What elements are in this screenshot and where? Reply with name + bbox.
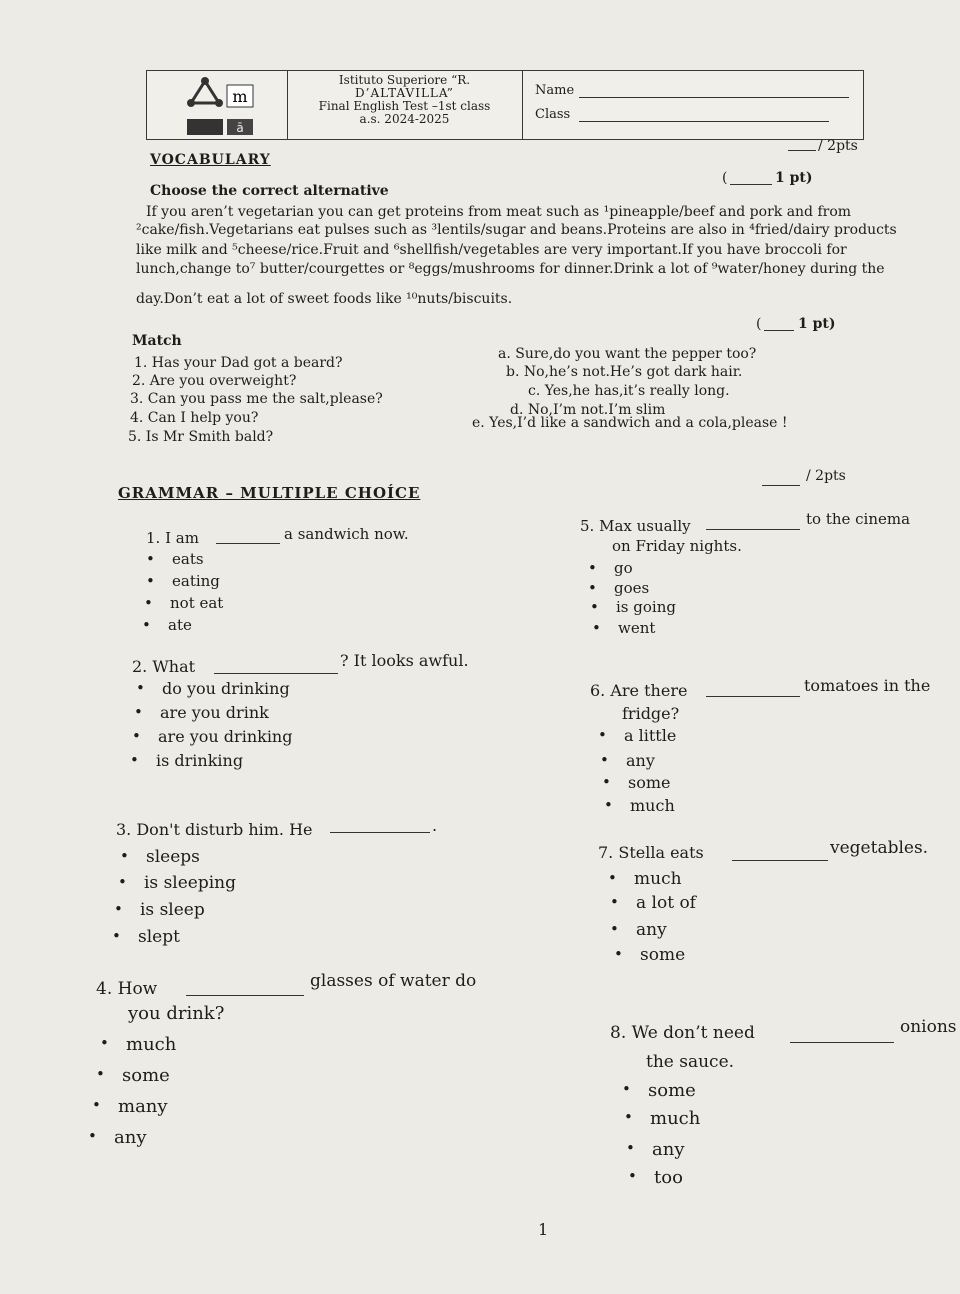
name-line[interactable] [579, 97, 849, 98]
q1-option-3[interactable]: • not eat [170, 594, 223, 612]
q2-option-4[interactable]: • is drinking [156, 751, 243, 770]
q1-blank[interactable] [216, 543, 280, 544]
vocab-score-blank[interactable] [788, 150, 816, 151]
match-title: Match [132, 333, 182, 349]
svg-text:m: m [232, 87, 248, 106]
q3-option-2[interactable]: • is sleeping [144, 873, 236, 893]
match-points-blank[interactable] [764, 330, 794, 331]
q5-before: 5. Max usually [580, 517, 691, 535]
q4-option-4[interactable]: • any [114, 1127, 147, 1148]
q2-after: ? It looks awful. [340, 651, 469, 670]
vocab-points-blank[interactable] [730, 184, 772, 185]
vocab-line-1: If you aren’t vegetarian you can get proteins from meat such as ¹pineapple/beef and pork and from [146, 204, 852, 220]
match-question-4: 4. Can I help you? [130, 410, 259, 426]
q4-option-3[interactable]: • many [118, 1096, 168, 1117]
svg-text:ā: ā [236, 121, 244, 135]
q8-option-3[interactable]: • any [652, 1139, 685, 1160]
q2-option-2[interactable]: • are you drink [160, 703, 269, 722]
q2-before: 2. What [132, 657, 196, 676]
vocab-line-2: ²cake/fish.Vegetarians eat pulses such as ³lentils/sugar and beans.Proteins are also in ⁴fried/dairy products [136, 222, 897, 238]
q7-blank[interactable] [732, 860, 828, 861]
q7-option-4[interactable]: • some [640, 945, 685, 965]
match-points-paren: ( [756, 316, 762, 332]
match-answer-b: b. No,he’s not.He’s got dark hair. [506, 364, 743, 380]
q7-option-2[interactable]: • a lot of [636, 893, 696, 913]
q4-line2: you drink? [128, 1003, 225, 1024]
page-number: 1 [538, 1220, 549, 1239]
q3-option-3[interactable]: • is sleep [140, 900, 205, 920]
q1-option-1[interactable]: • eats [172, 550, 204, 568]
q3-option-1[interactable]: • sleeps [146, 847, 200, 867]
q2-blank[interactable] [214, 673, 338, 674]
vocab-line-3: like milk and ⁵cheese/rice.Fruit and ⁶shellfish/vegetables are very important.If you have broccoli for [136, 242, 847, 258]
match-answer-e: e. Yes,I’d like a sandwich and a cola,please ! [472, 415, 788, 431]
q4-option-1[interactable]: • much [126, 1034, 176, 1055]
q8-option-2[interactable]: • much [650, 1108, 700, 1129]
class-line[interactable] [579, 121, 829, 122]
q6-line2: fridge? [622, 704, 680, 723]
q5-blank[interactable] [706, 529, 800, 530]
q6-before: 6. Are there [590, 681, 688, 700]
vocab-line-4: lunch,change to⁷ butter/courgettes or ⁸eggs/mushrooms for dinner.Drink a lot of ⁹water/honey during the [136, 261, 885, 277]
q4-before: 4. How [96, 979, 158, 999]
q7-after: vegetables. [830, 838, 929, 858]
q8-before: 8. We don’t need [610, 1023, 755, 1043]
q6-option-2[interactable]: • any [626, 751, 655, 770]
q6-option-1[interactable]: • a little [624, 726, 676, 745]
school-line-1: Istituto Superiore “R. [338, 73, 471, 87]
q6-option-4[interactable]: • much [630, 796, 675, 815]
school-info [287, 71, 523, 139]
grammar-title: GRAMMAR – MULTIPLE CHOÍCE [118, 484, 421, 502]
year-line: a.s. 2024-2025 [359, 112, 450, 126]
match-question-2: 2. Are you overweight? [132, 373, 297, 389]
q6-after: tomatoes in the [804, 676, 931, 695]
vocab-score: / 2pts [818, 138, 858, 154]
match-question-5: 5. Is Mr Smith bald? [128, 429, 274, 445]
q3-blank[interactable] [330, 832, 430, 833]
q5-line2: on Friday nights. [612, 537, 742, 555]
match-answer-c: c. Yes,he has,it’s really long. [528, 383, 730, 399]
match-points: 1 pt) [798, 316, 836, 332]
vocab-points-paren: ( [722, 170, 728, 186]
q4-blank[interactable] [186, 995, 304, 996]
logo-icon [147, 71, 287, 139]
school-logo [147, 71, 288, 139]
q6-blank[interactable] [706, 696, 800, 697]
vocab-points: 1 pt) [775, 170, 813, 186]
q2-option-3[interactable]: • are you drinking [158, 727, 292, 746]
q1-after: a sandwich now. [284, 525, 409, 543]
header-table [146, 70, 864, 140]
grammar-score: / 2pts [806, 468, 846, 484]
q5-option-2[interactable]: • goes [614, 579, 649, 597]
q1-option-4[interactable]: • ate [168, 616, 192, 634]
q4-after: glasses of water do [310, 971, 477, 991]
q8-blank[interactable] [790, 1042, 894, 1043]
q8-option-4[interactable]: • too [654, 1167, 683, 1188]
vocabulary-title: VOCABULARY [150, 152, 271, 168]
student-info [523, 71, 863, 139]
vocab-instruction: Choose the correct alternative [150, 183, 389, 199]
school-line-2: D’ALTAVILLA” [355, 86, 454, 100]
match-question-1: 1. Has your Dad got a beard? [134, 355, 343, 371]
name-label: Name [535, 83, 575, 98]
q8-option-1[interactable]: • some [648, 1080, 696, 1101]
vocab-line-5: day.Don’t eat a lot of sweet foods like ¹⁰nuts/biscuits. [136, 291, 513, 307]
q3-option-4[interactable]: • slept [138, 927, 180, 947]
grammar-score-blank[interactable] [762, 485, 800, 486]
q3-before: 3. Don't disturb him. He [116, 820, 313, 839]
match-answer-d: d. No,I’m not.I’m slim [510, 402, 666, 418]
q4-option-2[interactable]: • some [122, 1065, 170, 1086]
q5-after: to the cinema [806, 510, 911, 528]
q5-option-1[interactable]: • go [614, 559, 633, 577]
q1-before: 1. I am [146, 529, 199, 547]
match-question-3: 3. Can you pass me the salt,please? [130, 391, 383, 407]
q3-after: . [432, 816, 438, 835]
q2-option-1[interactable]: • do you drinking [162, 679, 290, 698]
q5-option-3[interactable]: • is going [616, 598, 676, 616]
q6-option-3[interactable]: • some [628, 773, 670, 792]
q7-option-1[interactable]: • much [634, 869, 682, 889]
q8-after: onions [900, 1017, 957, 1037]
q8-line2: the sauce. [646, 1052, 735, 1072]
test-line: Final English Test –1st class [318, 99, 491, 113]
q5-option-4[interactable]: • went [618, 619, 655, 637]
q1-option-2[interactable]: • eating [172, 572, 220, 590]
class-label: Class [535, 107, 571, 122]
q7-before: 7. Stella eats [598, 843, 704, 862]
match-answer-a: a. Sure,do you want the pepper too? [498, 346, 757, 362]
q7-option-3[interactable]: • any [636, 920, 667, 940]
